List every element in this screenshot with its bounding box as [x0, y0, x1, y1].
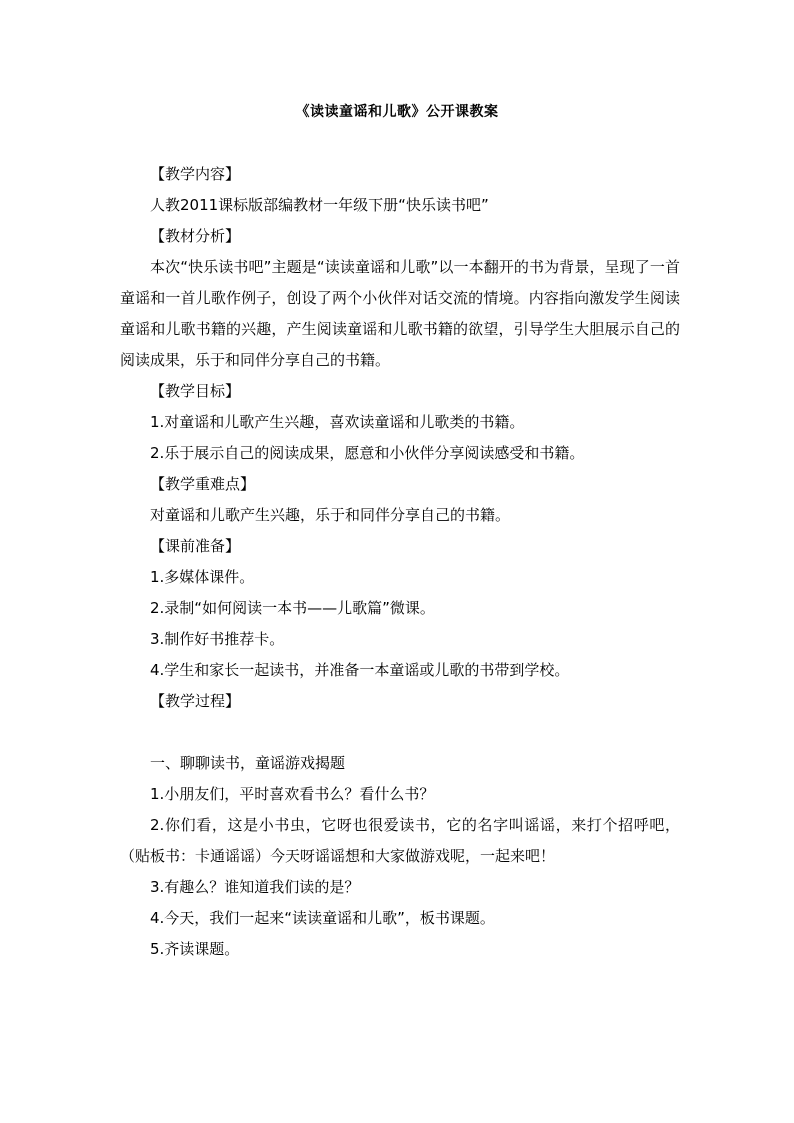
heading-teaching-content: 【教学内容】 — [150, 165, 241, 183]
heading-process: 【教学过程】 — [150, 692, 241, 710]
preparation-item: 2.录制“如何阅读一本书——儿歌篇”微课。 — [150, 599, 435, 617]
preparation-item: 1.多媒体课件。 — [150, 568, 255, 586]
heading-key-points: 【教学重难点】 — [150, 475, 256, 493]
preparation-item: 4.学生和家长一起读书，并准备一本童谣或儿歌的书带到学校。 — [150, 661, 570, 679]
process-item: 5.齐读课题。 — [150, 940, 240, 958]
document-body — [120, 159, 680, 965]
material-analysis-paragraph: 本次“快乐读书吧”主题是“读读童谣和儿歌”以一本翻开的书为背景，呈现了一首童谣和一首儿歌作例子，创设了两个小伙伴对话交流的情境。内容指向激发学生阅读童谣和儿歌书籍的兴趣，产生阅读童谣和儿歌书籍的欲望，引导学生大胆展示自己的阅读成果，乐于和同伴分享自己的书籍。 — [120, 258, 680, 369]
page-title: 《读读童谣和儿歌》公开课教案 — [295, 104, 499, 120]
heading-objectives: 【教学目标】 — [150, 382, 241, 400]
blank-line — [120, 717, 680, 748]
heading-material-analysis: 【教材分析】 — [150, 227, 241, 245]
teaching-content-text: 人教2011课标版部编教材一年级下册“快乐读书吧” — [150, 196, 489, 214]
process-paragraph: 2.你们看，这是小书虫，它呀也很爱读书，它的名字叫谣谣，来打个招呼吧，（贴板书：卡通谣谣）今天呀谣谣想和大家做游戏呢，一起来吧！ — [120, 816, 680, 865]
preparation-item: 3.制作好书推荐卡。 — [150, 630, 285, 648]
process-item: 4.今天，我们一起来“读读童谣和儿歌”，板书课题。 — [150, 909, 495, 927]
key-points-text: 对童谣和儿歌产生兴趣，乐于和同伴分享自己的书籍。 — [150, 506, 511, 524]
objective-item: 2.乐于展示自己的阅读成果，愿意和小伙伴分享阅读感受和书籍。 — [150, 444, 585, 462]
process-item: 3.有趣么？谁知道我们读的是？ — [150, 878, 360, 896]
heading-preparation: 【课前准备】 — [150, 537, 241, 555]
process-item: 1.小朋友们，平时喜欢看书么？看什么书？ — [150, 785, 435, 803]
section-heading: 一、聊聊读书，童谣游戏揭题 — [150, 754, 346, 772]
objective-item: 1.对童谣和儿歌产生兴趣，喜欢读童谣和儿歌类的书籍。 — [150, 413, 525, 431]
